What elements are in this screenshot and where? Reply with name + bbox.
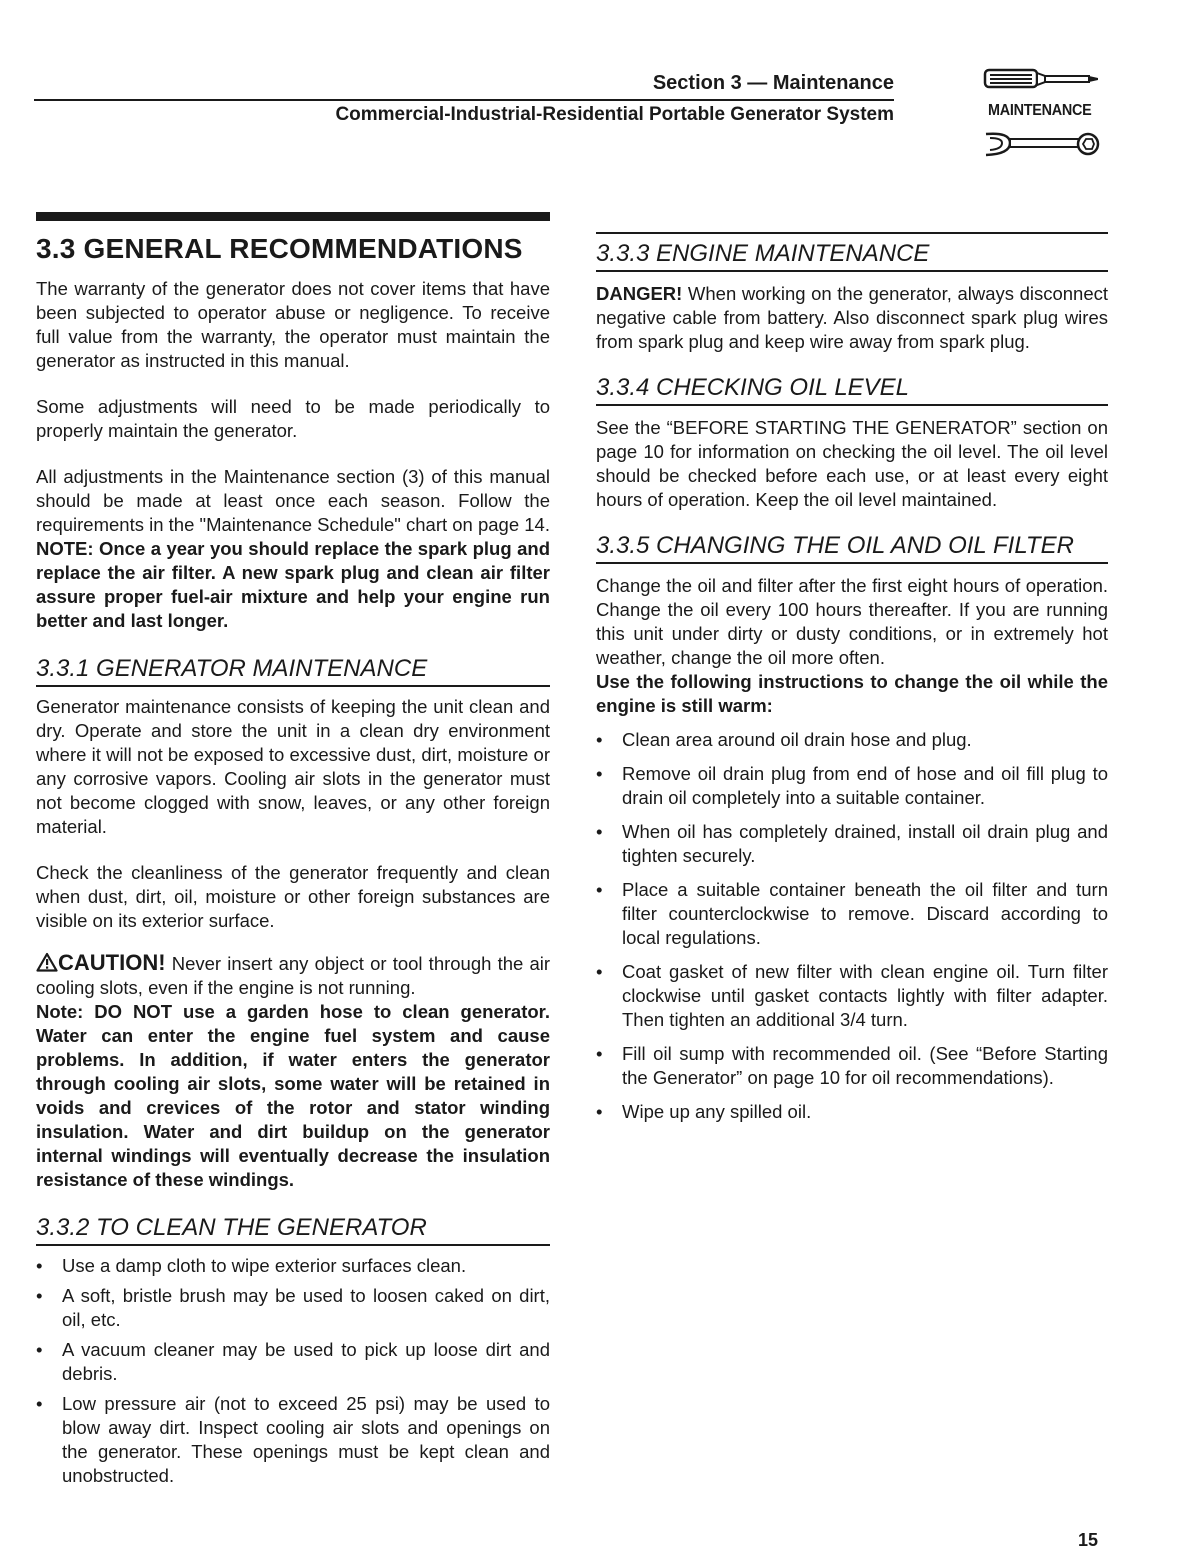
left-column bbox=[36, 212, 550, 1494]
danger-label: DANGER! bbox=[596, 283, 683, 304]
caution-label: CAUTION! bbox=[58, 950, 166, 975]
page-number: 15 bbox=[1078, 1530, 1099, 1550]
cleanliness-paragraph: Check the cleanliness of the generator frequently and clean when dust, dirt, oil, moisture or other foreign substances are visible on its exterior surface. bbox=[36, 862, 550, 931]
oil-change-steps bbox=[596, 728, 1108, 1124]
engine-maintenance-heading: 3.3.3 ENGINE MAINTENANCE bbox=[596, 240, 1108, 272]
screwdriver-icon bbox=[982, 64, 1104, 94]
clean-generator-heading: 3.3.2 TO CLEAN THE GENERATOR bbox=[36, 1214, 550, 1246]
caution-paragraph bbox=[36, 951, 550, 1000]
list-item: • Use a damp cloth to wipe exterior surfaces clean. bbox=[36, 1254, 550, 1278]
header-subtitle: Commercial-Industrial-Residential Portable Generator System bbox=[335, 104, 894, 125]
generator-maintenance-heading: 3.3.1 GENERATOR MAINTENANCE bbox=[36, 655, 550, 687]
title-rule bbox=[36, 212, 550, 221]
changing-oil-paragraph: Change the oil and filter after the first eight hours of operation. Change the oil every 100 hours thereafter. If you are running this unit under dirty or dusty conditions, or in extremely hot weather, change the oil more often. bbox=[596, 575, 1108, 668]
danger-text: When working on the generator, always disconnect negative cable from battery. Also disconnect spark plug wires from spark plug and keep wire away from spark plug. bbox=[596, 283, 1109, 352]
list-item: • Clean area around oil drain hose and plug. bbox=[596, 728, 1108, 752]
changing-oil-heading: 3.3.5 CHANGING THE OIL AND OIL FILTER bbox=[596, 532, 1108, 564]
warning-triangle-icon bbox=[36, 952, 58, 972]
clean-generator-list bbox=[36, 1254, 550, 1488]
header-section-title: Section 3 — Maintenance bbox=[652, 72, 894, 94]
caution-text: Never insert any object or tool through the air cooling slots, even if the engine is not running. bbox=[36, 953, 550, 998]
warranty-paragraph: The warranty of the generator does not cover items that have been subjected to operator abuse or negligence. To receive full value from the warranty, the operator must maintain the generator as instructed in this manual. bbox=[36, 278, 550, 371]
list-item: • Remove oil drain plug from end of hose and oil fill plug to drain oil completely into a suitable container. bbox=[596, 762, 1108, 810]
header-rule bbox=[34, 99, 894, 101]
list-item: • When oil has completely drained, install oil drain plug and tighten securely. bbox=[596, 820, 1108, 868]
wrench-icon bbox=[980, 128, 1102, 162]
general-recommendations-title: 3.3 GENERAL RECOMMENDATIONS bbox=[36, 233, 523, 264]
oil-instructions-lead: Use the following instructions to change the oil while the engine is still warm: bbox=[596, 671, 1108, 716]
generator-maintenance-paragraph: Generator maintenance consists of keeping the unit clean and dry. Operate and store the unit in a clean dry environment where it will not be exposed to excessive dust, dirt, moisture or any corrosive vapors. Cooling air slots in the generator must not become clogged with snow, leaves, or any other foreign material. bbox=[36, 696, 550, 837]
garden-hose-note: Note: DO NOT use a garden hose to clean generator. Water can enter the engine fuel system and cause problems. In addition, if water enters the generator through cooling air slots, some water will be retained in voids and crevices of the rotor and stator winding insulation. Water and dirt buildup on the generator internal windings will eventually decrease the insulation resistance of these windings. bbox=[36, 1001, 550, 1190]
checking-oil-heading: 3.3.4 CHECKING OIL LEVEL bbox=[596, 374, 1108, 406]
checking-oil-paragraph: See the “BEFORE STARTING THE GENERATOR” section on page 10 for information on checking the oil level. The oil level should be checked before each use, or at least every eight hours of operation. Keep the oil level maintained. bbox=[596, 417, 1108, 510]
right-top-rule bbox=[596, 232, 1108, 234]
adjustments-paragraph: Some adjustments will need to be made periodically to properly maintain the generator. bbox=[36, 396, 550, 441]
list-item: • Low pressure air (not to exceed 25 psi) may be used to blow away dirt. Inspect cooling air slots and openings on the generator. These openings must be kept clean and unobstructed. bbox=[36, 1392, 550, 1488]
maintenance-badge bbox=[978, 64, 1108, 164]
engine-danger-paragraph bbox=[596, 282, 1108, 354]
right-column bbox=[596, 232, 1108, 1134]
maintenance-label: MAINTENANCE bbox=[988, 102, 1092, 119]
season-paragraph: All adjustments in the Maintenance section (3) of this manual should be made at least once each season. Follow the requirements in the "Maintenance Schedule" chart on page 14. bbox=[36, 466, 550, 535]
list-item: • Place a suitable container beneath the oil filter and turn filter counterclockwise to remove. Discard according to local regulations. bbox=[596, 878, 1108, 950]
spark-plug-note: NOTE: Once a year you should replace the spark plug and replace the air filter. A new spark plug and clean air filter assure proper fuel-air mixture and help your engine run better and last longer. bbox=[36, 538, 550, 631]
list-item: • Wipe up any spilled oil. bbox=[596, 1100, 1108, 1124]
list-item: • A vacuum cleaner may be used to pick up loose dirt and debris. bbox=[36, 1338, 550, 1386]
list-item: • Coat gasket of new filter with clean engine oil. Turn filter clockwise until gasket contacts lightly with filter adapter. Then tighten an additional 3/4 turn. bbox=[596, 960, 1108, 1032]
list-item: • A soft, bristle brush may be used to loosen caked on dirt, oil, etc. bbox=[36, 1284, 550, 1332]
list-item: • Fill oil sump with recommended oil. (See “Before Starting the Generator” on page 10 for oil recommendations). bbox=[596, 1042, 1108, 1090]
